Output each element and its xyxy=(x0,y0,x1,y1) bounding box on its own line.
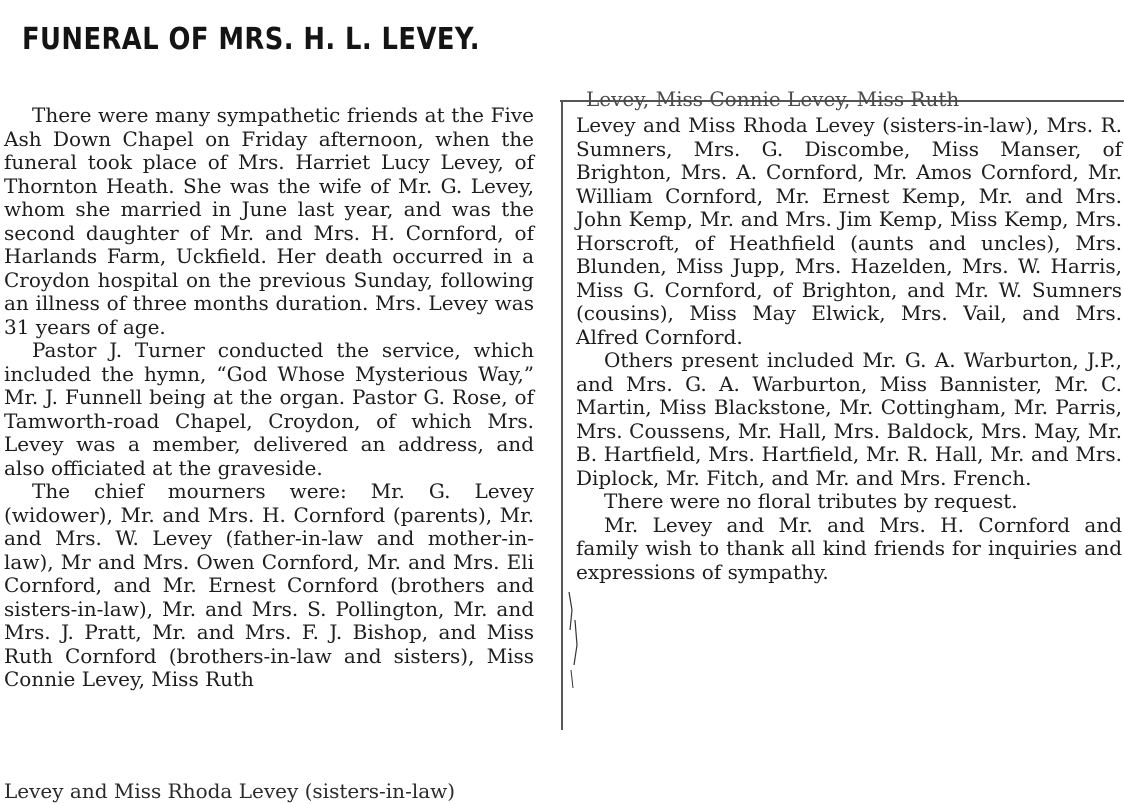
column-divider xyxy=(561,100,563,730)
speck-mark xyxy=(571,670,573,688)
right-column xyxy=(576,87,1122,584)
paragraph-chief-mourners: The chief mourners were: Mr. G. Levey (widower), Mr. and Mrs. H. Cornford (parents), Mr. and Mrs. W. Levey (father-in-law and mother-in-law), Mr and Mrs. Owen Cornford, Mr. and Mrs. Eli Cornford, and Mr. Ernest Cornford (brothers and sisters-in-law), Mr. and Mrs. S. Pollington, Mr. and Mrs. J. Pratt, Mr. and Mrs. F. J. Bishop, and Miss Ruth Cornford (brothers-in-law and sisters), Miss Connie Levey, Miss Ruth xyxy=(4,479,534,691)
speck-mark xyxy=(574,620,577,665)
cut-line-text: Levey, Miss Connie Levey, Miss Ruth xyxy=(586,87,960,111)
paragraph-thanks: Mr. Levey and Mr. and Mrs. H. Cornford and family wish to thank all kind friends for inquiries and expressions of sympathy. xyxy=(576,512,1122,584)
cut-line-text: Levey and Miss Rhoda Levey (sisters-in-law) xyxy=(4,779,456,803)
article-headline: FUNERAL OF MRS. H. L. LEVEY. xyxy=(22,22,481,57)
paragraph-floral-tributes: There were no floral tributes by request. xyxy=(604,489,1018,513)
left-column-cut-line xyxy=(4,779,534,803)
print-specks xyxy=(566,590,580,690)
paragraph-mourners-continued: Levey and Miss Rhoda Levey (sisters-in-law), Mrs. R. Sumners, Mrs. G. Discombe, Miss Manser, of Brighton, Mrs. A. Cornford, Mr. Amos Cornford, Mr. William Cornford, Mr. Ernest Kemp, Mr. and Mrs. John Kemp, Mr. and Mrs. Jim Kemp, Miss Kemp, Mrs. Horscroft, of Heathfield (aunts and uncles), Mrs. Blunden, Miss Jupp, Mrs. Hazelden, Mrs. W. Harris, Miss G. Cornford, of Brighton, and Mr. W. Sumners (cousins), Miss May Elwick, Mrs. Vail, and Mrs. Alfred Cornford. xyxy=(576,113,1122,349)
paragraph-service: Pastor J. Turner conducted the service, which included the hymn, “God Whose Mysterious Way,” Mr. J. Funnell being at the organ. Pastor G. Rose, of Tamworth-road Chapel, Croydon, of which Mrs. Levey was a member, delivered an address, and also officiated at the graveside. xyxy=(4,338,534,480)
right-column-cut-line xyxy=(586,87,1122,112)
speck-mark xyxy=(569,592,572,630)
left-column xyxy=(4,104,534,692)
paragraph-intro: There were many sympathetic friends at the Five Ash Down Chapel on Friday afternoon, when the funeral took place of Mrs. Harriet Lucy Levey, of Thornton Heath. She was the wife of Mr. G. Levey, whom she married in June last year, and was the second daughter of Mr. and Mrs. H. Cornford, of Harlands Farm, Uckfield. Her death occurred in a Croydon hospital on the previous Sunday, following an illness of three months duration. Mrs. Levey was 31 years of age. xyxy=(4,103,534,339)
paragraph-others-present: Others present included Mr. G. A. Warburton, J.P., and Mrs. G. A. Warburton, Miss Bannister, Mr. C. Martin, Miss Blackstone, Mr. Cottingham, Mr. Parris, Mrs. Coussens, Mr. Hall, Mrs. Baldock, Mrs. May, Mr. B. Hartfield, Mrs. Hartfield, Mr. R. Hall, Mr. and Mrs. Diplock, Mr. Fitch, and Mr. and Mrs. French. xyxy=(576,348,1122,490)
